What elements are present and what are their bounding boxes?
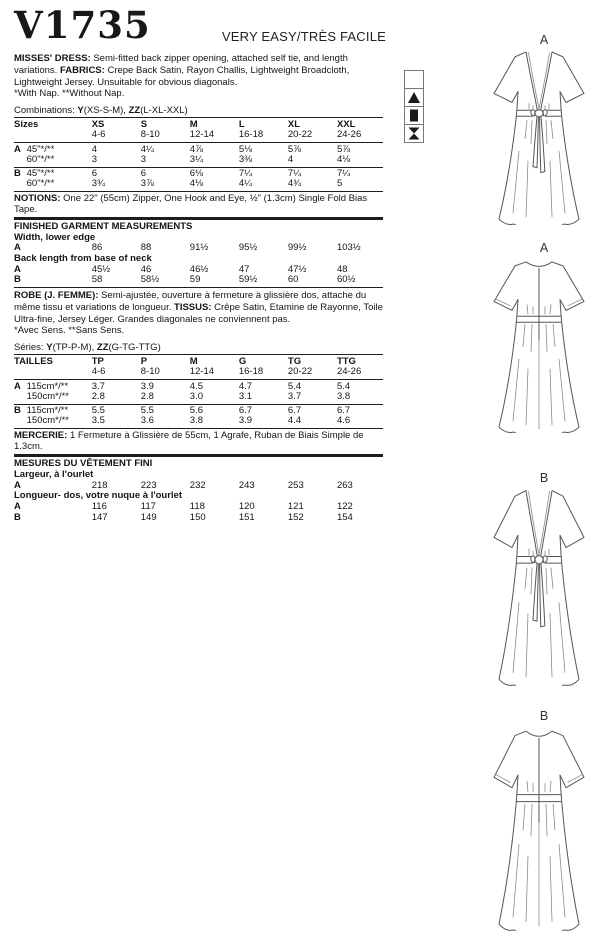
metrage-row: B 115cm*/** 5.5 5.5 5.6 6.7 6.7 6.7 xyxy=(14,404,351,416)
col-header: S 8-10 xyxy=(140,119,160,141)
view-label: A xyxy=(539,33,549,47)
desc-fr-fabrics-label: TISSUS: xyxy=(174,301,212,313)
measure-row: B 58 58½ 59 59½ 60 60½ xyxy=(14,274,356,286)
col-header: L 16-18 xyxy=(238,119,264,141)
measure-label: Largeur, à l'ourlet xyxy=(14,468,94,480)
finished-measurements-title-en: FINISHED GARMENT MEASUREMENTS xyxy=(14,220,193,232)
difficulty-rating: VERY EASY/TRÈS FACILE xyxy=(221,29,386,44)
pattern-number: V1735 xyxy=(14,3,151,47)
series-line: Séries: Y(TP-P-M), ZZ(G-TG-TTG) xyxy=(14,342,161,354)
divider xyxy=(14,142,383,143)
view-label: B xyxy=(539,471,549,485)
sizes-table-header xyxy=(14,120,386,140)
measure-row: A 116 117 118 120 121 122 xyxy=(14,500,353,512)
col-header: XL 20-22 xyxy=(287,119,313,141)
dress-a-zipper-back-illustration xyxy=(487,241,591,433)
desc-en-garment-text: Semi-fitted back zipper opening, attached self tie, and length variations. xyxy=(14,53,348,76)
col-header: XXL 24-26 xyxy=(336,119,362,141)
nap-hourglass-icon xyxy=(404,124,424,143)
desc-en-garment-label: MISSES' DRESS: xyxy=(14,53,91,64)
col-header: G 16-18 xyxy=(238,356,264,378)
measure-row: A 218 223 232 243 253 263 xyxy=(14,479,353,491)
blank-box xyxy=(404,70,424,88)
col-header: M 12-14 xyxy=(189,119,215,141)
nap-note-en: *With Nap. **Without Nap. xyxy=(14,88,125,100)
divider xyxy=(14,428,383,429)
col-header: TP 4-6 xyxy=(91,356,106,378)
measure-label: Back length from base of neck xyxy=(14,253,152,265)
description-en xyxy=(14,53,386,88)
mercerie-fr: MERCERIE: 1 Fermeture à Glissière de 55cm, 1 Agrafe, Ruban de Biais Simple de 1.3cm. xyxy=(14,430,364,453)
measure-label: Width, lower edge xyxy=(14,231,96,243)
nap-symbols-legend xyxy=(404,70,424,143)
dress-a-tie-back-illustration xyxy=(487,33,591,225)
dress-b-tie-back-illustration xyxy=(487,471,591,686)
measure-row: A 86 88 91½ 95½ 99½ 103½ xyxy=(14,242,361,254)
sizes-header-label: Sizes xyxy=(14,119,39,131)
measure-row: A 45½ 46 46½ 47 47½ 48 xyxy=(14,263,348,275)
finished-measurements-title-fr: MESURES DU VÊTEMENT FINI xyxy=(14,457,153,469)
yardage-row: B 45"*/** 6 6 6⅛ 7¼ 7¼ 7¼ xyxy=(14,167,351,179)
combinations-line: Combinations: Y(XS-S-M), ZZ(L-XL-XXL) xyxy=(14,105,188,117)
yardage-row: 60"*/** 3¾ 3⅞ 4⅛ 4¼ 4¾ 5 xyxy=(26,178,343,190)
section-divider xyxy=(14,217,383,220)
notions-en: NOTIONS: One 22" (55cm) Zipper, One Hook and Eye, ½" (1.3cm) Single Fold Bias Tape. xyxy=(14,192,368,216)
desc-en-fabrics-label: FABRICS: xyxy=(59,64,105,76)
divider xyxy=(14,117,383,118)
text-column xyxy=(14,3,386,523)
divider xyxy=(14,354,383,355)
tailles-table-header xyxy=(14,357,386,377)
measure-row: B 147 149 150 151 152 154 xyxy=(14,511,353,523)
description-fr: ROBE (J. FEMME): Semi-ajustée, ouverture à fermeture à glissière dos, attache du même tissu et variations de longueur. TISSUS: Crêpe Satin, Etamine de Rayonne, Toile Ultra-fine, Jersey Léger. Grandes diagonales ne conviennent pas. xyxy=(14,290,383,325)
section-divider xyxy=(14,454,383,457)
metrage-row: 150cm*/** 3.5 3.6 3.8 3.9 4.4 4.6 xyxy=(26,415,351,427)
yardage-row: 60"*/** 3 3 3¼ 3⅜ 4 4⅛ xyxy=(26,154,351,166)
col-header: XS 4-6 xyxy=(91,119,106,141)
nap-square-icon xyxy=(404,106,424,124)
metrage-row: A 115cm*/** 3.7 3.9 4.5 4.7 5.4 5.4 xyxy=(14,380,351,392)
divider xyxy=(14,287,383,288)
col-header: TTG 24-26 xyxy=(336,356,362,378)
metrage-row: 150cm*/** 2.8 2.8 3.0 3.1 3.7 3.8 xyxy=(26,391,351,403)
view-label: B xyxy=(539,709,549,723)
desc-en-fabrics-text: Crepe Back Satin, Rayon Challis, Lightweight Broadcloth, Lightweight Jersey. Unsuitable for obvious diagonals. xyxy=(14,64,350,88)
col-header: M 12-14 xyxy=(189,356,215,378)
divider xyxy=(14,191,383,192)
view-label: A xyxy=(539,241,549,255)
divider xyxy=(14,379,383,380)
col-header: P 8-10 xyxy=(140,356,160,378)
yardage-row: A 45"*/** 4 4¼ 4⅞ 5⅛ 5⅞ 5⅞ xyxy=(14,143,351,155)
dress-b-zipper-back-illustration xyxy=(487,709,591,931)
nap-triangle-icon xyxy=(404,88,424,106)
measure-label: Longueur- dos, votre nuque à l'ourlet xyxy=(14,490,182,502)
col-header: TG 20-22 xyxy=(287,356,313,378)
nap-note-fr: *Avec Sens. **Sans Sens. xyxy=(14,325,125,337)
desc-fr-garment-label: ROBE (J. FEMME): xyxy=(14,290,99,302)
tailles-header-label: TAILLES xyxy=(14,356,53,368)
